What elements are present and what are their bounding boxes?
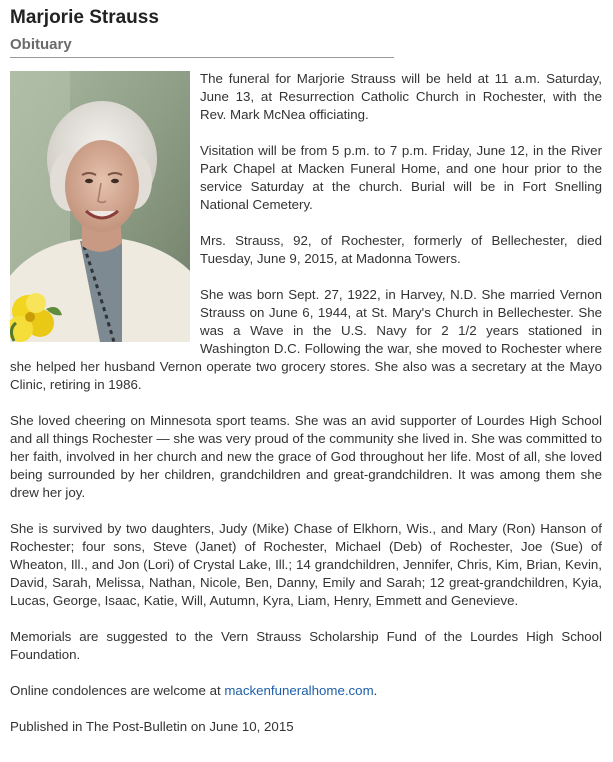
obituary-page xyxy=(10,6,602,754)
paragraph-survivors: She is survived by two daughters, Judy (Mike) Chase of Elkhorn, Wis., and Mary (Ron) Hanson of Rochester; four sons, Steve (Janet) of Rochester, Michael (Deb) of Rochester, Joe (Sue) of Wheaton, Ill., and Jon (Lori) of Crystal Lake, Ill.; 14 grandchildren, Jennifer, Chris, Kim, Brian, Kevin, David, Sarah, Melissa, Nathan, Nicole, Ben, Danny, Emily and Sarah; 12 great-grandchildren, Kyia, Lucas, George, Isaac, Katie, Will, Autumn, Kyra, Liam, Henry, Emmett and Genevieve. xyxy=(10,521,602,608)
page-title: Marjorie Strauss xyxy=(10,7,159,28)
condolences-text: Online condolences are welcome at xyxy=(10,683,225,698)
paragraph-biography: She was born Sept. 27, 1922, in Harvey, N.D. She married Vernon Strauss on June 6, 1944, at St. Mary's Church in Bellechester. She was a Wave in the U.S. Navy for 2 1/2 years stationed in Washington D.C. Following the war, she moved to Rochester where she helped her husband Vernon operate two grocery stores. She also was a secretary at the Mayo Clinic, retiring in 1986. xyxy=(10,287,602,392)
obituary-body xyxy=(10,70,602,736)
section-subtitle: Obituary xyxy=(10,36,394,58)
paragraph-death: Mrs. Strauss, 92, of Rochester, formerly of Bellechester, died Tuesday, June 9, 2015, at Madonna Towers. xyxy=(200,233,602,266)
paragraph-published: Published in The Post-Bulletin on June 10, 2015 xyxy=(10,719,294,734)
portrait-photo xyxy=(10,71,190,342)
funeral-home-link[interactable]: mackenfuneralhome.com xyxy=(224,683,374,698)
paragraph-visitation: Visitation will be from 5 p.m. to 7 p.m. Friday, June 12, in the River Park Chapel at Macken Funeral Home, and one hour prior to the service Saturday at the church. Burial will be in Fort Snelling National Cemetery. xyxy=(200,143,602,212)
paragraph-condolences xyxy=(10,682,602,700)
condolences-period: . xyxy=(373,683,378,698)
paragraph-interests: She loved cheering on Minnesota sport teams. She was an avid supporter of Lourdes High School and all things Rochester — she was very proud of the community she lived in. She was committed to her faith, involved in her church and new the grace of God throughout her life. Most of all, she loved being surrounded by her children, grandchildren and great-grandchildren. It was among them she drew her joy. xyxy=(10,413,602,500)
paragraph-funeral: The funeral for Marjorie Strauss will be held at 11 a.m. Saturday, June 13, at Resurrection Catholic Church in Rochester, with the Rev. Mark McNea officiating. xyxy=(200,71,602,122)
paragraph-memorials: Memorials are suggested to the Vern Strauss Scholarship Fund of the Lourdes High School Foundation. xyxy=(10,629,602,662)
